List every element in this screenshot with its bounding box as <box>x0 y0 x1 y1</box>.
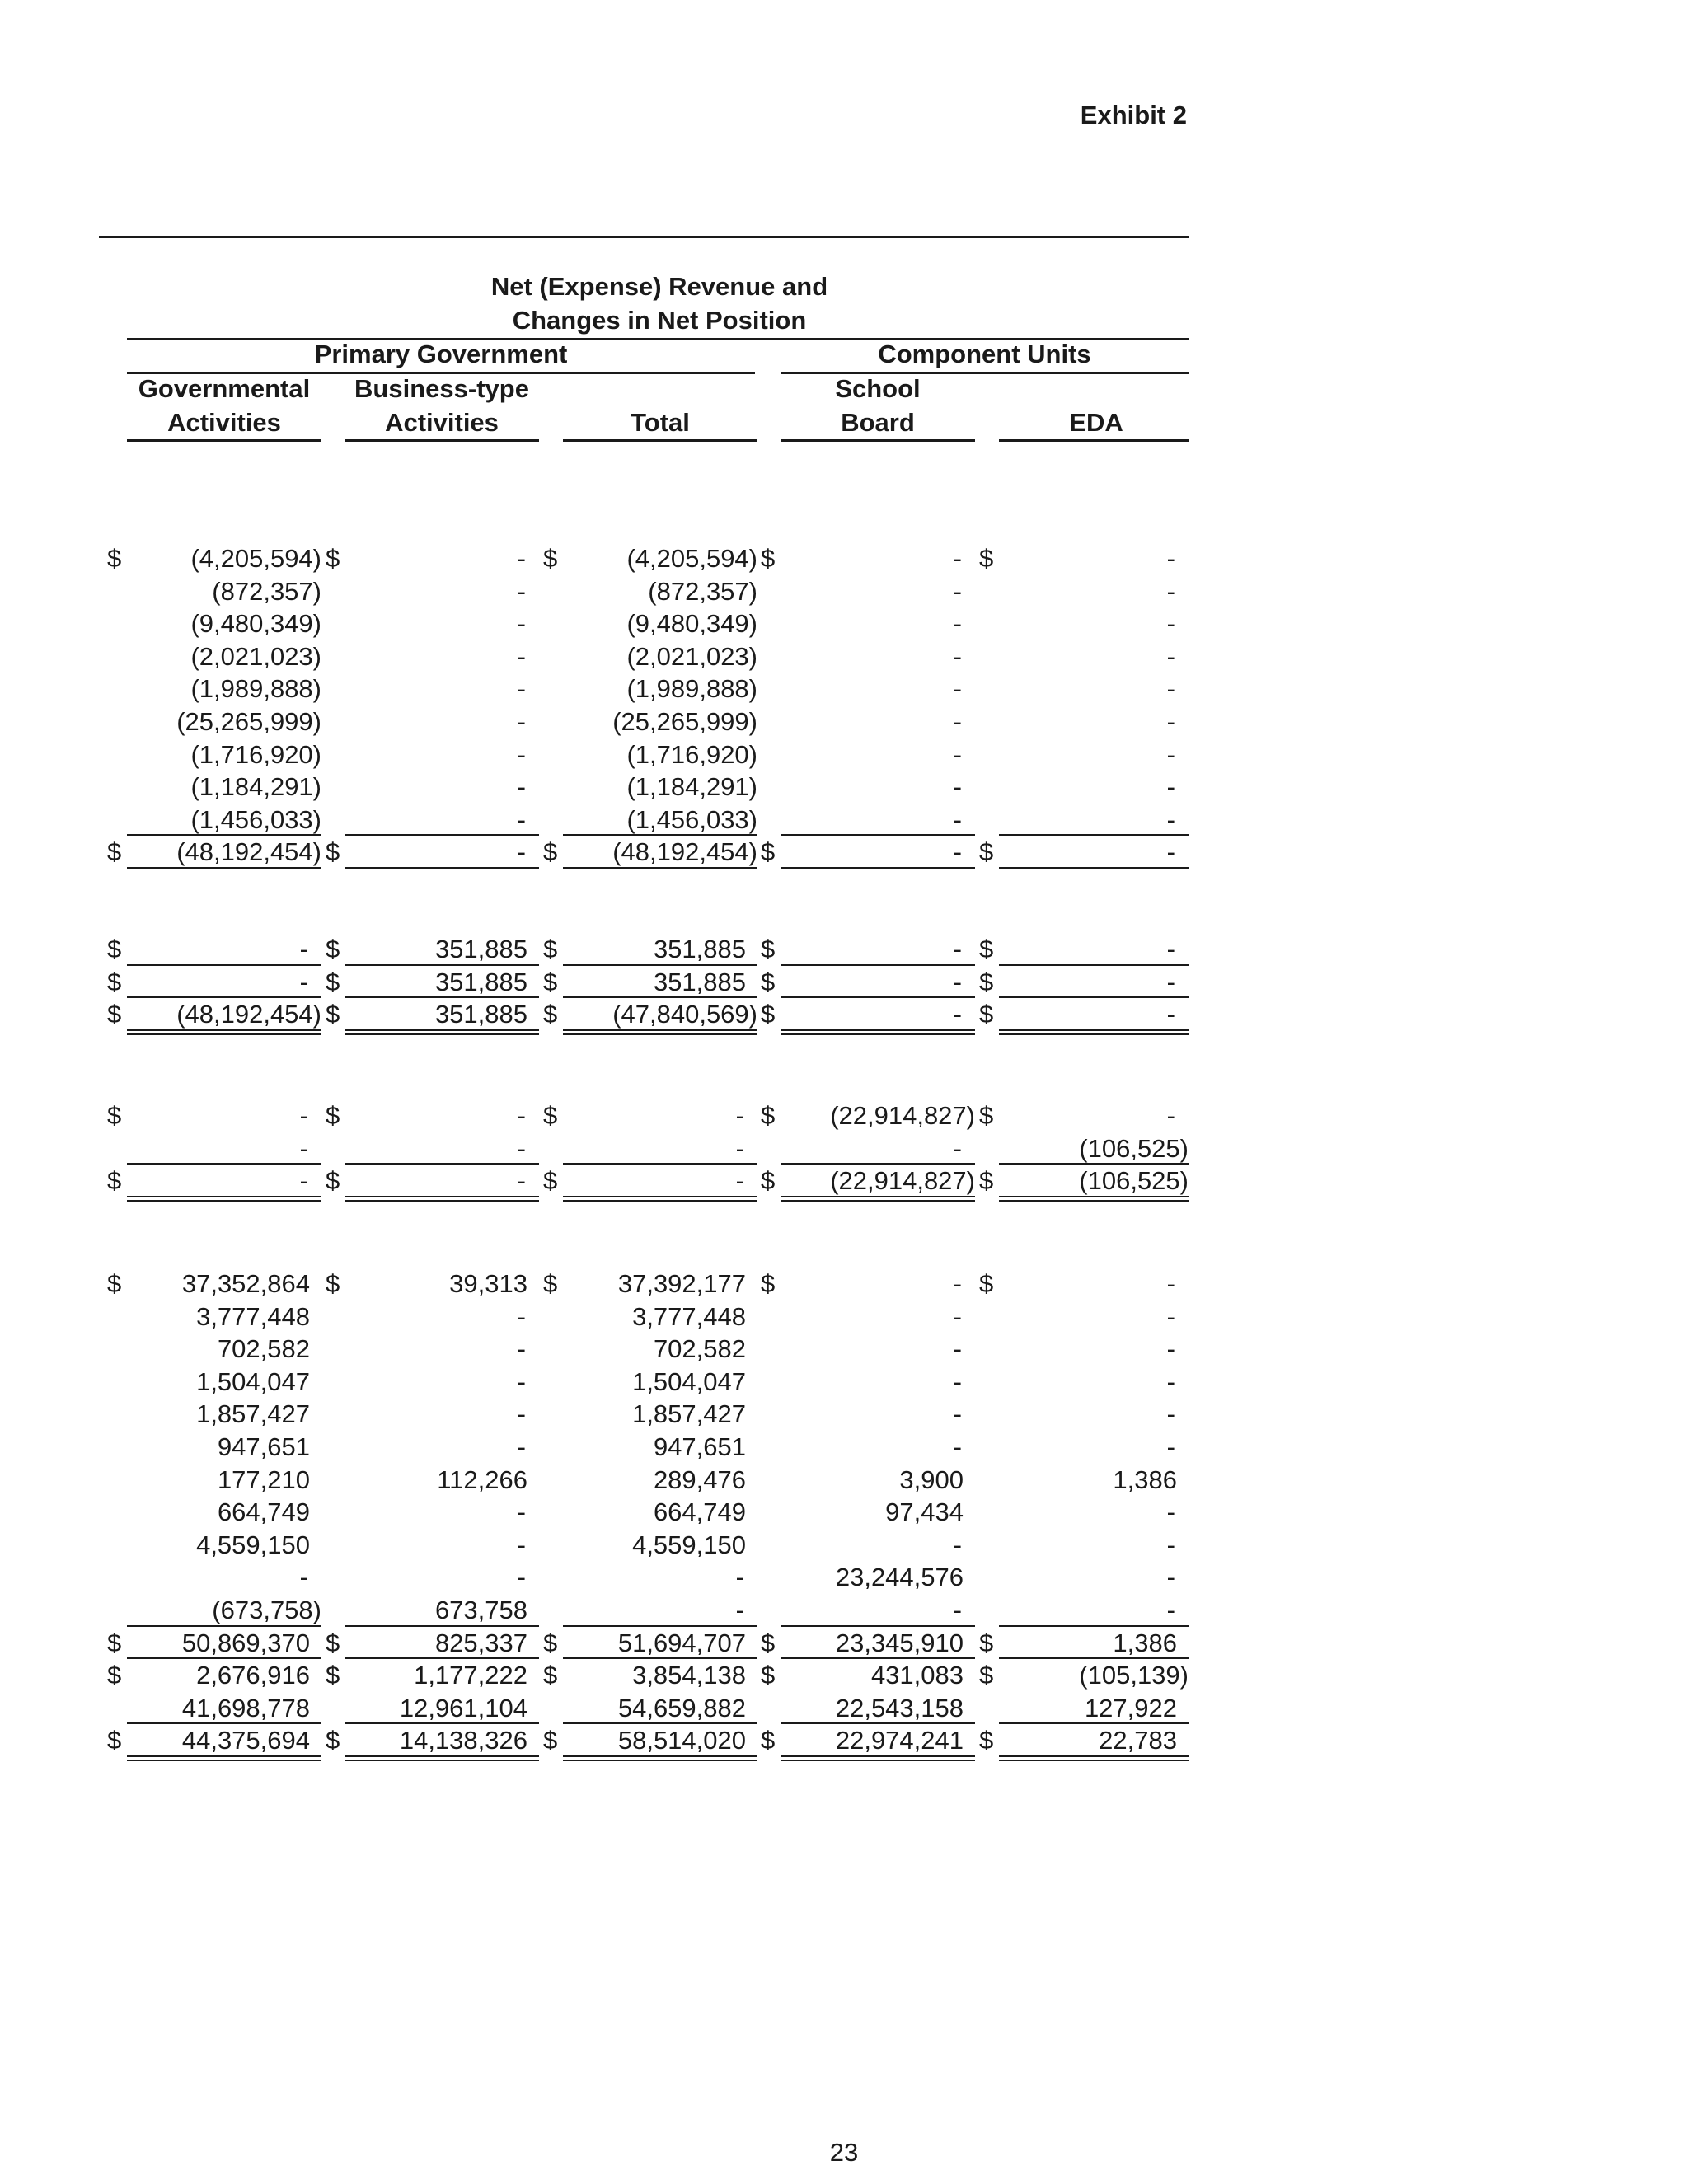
cell-governmental: (25,265,999) <box>176 707 321 736</box>
dollar-sign: $ <box>107 1101 122 1130</box>
cell-business-type: 1,177,222 <box>414 1661 528 1690</box>
double-underline <box>781 1196 975 1202</box>
cell-governmental: 3,777,448 <box>196 1301 310 1331</box>
cell-eda: - <box>1166 935 1175 963</box>
cell-eda: 127,922 <box>1084 1693 1177 1722</box>
dollar-sign: $ <box>761 544 776 573</box>
double-underline <box>127 1755 321 1761</box>
cell-governmental: 702,582 <box>217 1334 310 1364</box>
cell-school-board: - <box>953 674 962 704</box>
cell-eda: - <box>1166 1497 1175 1527</box>
cell-governmental: (1,456,033) <box>190 804 321 834</box>
cell-school-board: - <box>953 967 962 996</box>
cell-school-board: 3,900 <box>899 1465 964 1494</box>
cell-total: 947,651 <box>653 1432 746 1461</box>
cell-eda: (106,525) <box>1079 1166 1189 1196</box>
col-school-board-line2: Board <box>841 408 915 437</box>
col-business-type-line1: Business-type <box>354 374 529 403</box>
cell-school-board: - <box>953 544 962 573</box>
cell-total: 3,777,448 <box>632 1301 746 1331</box>
dollar-sign: $ <box>326 1269 340 1298</box>
page-number: 23 <box>829 2138 859 2167</box>
dollar-sign: $ <box>979 967 994 996</box>
dollar-sign: $ <box>543 1661 558 1690</box>
dollar-sign: $ <box>543 1166 558 1196</box>
cell-governmental: 1,857,427 <box>196 1399 310 1429</box>
dollar-sign: $ <box>107 1000 122 1029</box>
cell-governmental: 44,375,694 <box>181 1726 310 1755</box>
dollar-sign: $ <box>107 935 122 963</box>
col-rule-school-board <box>781 439 975 442</box>
underline <box>781 964 975 966</box>
cell-eda: - <box>1166 1366 1175 1396</box>
dollar-sign: $ <box>761 1166 776 1196</box>
cell-eda: - <box>1166 609 1175 639</box>
cell-total: - <box>735 1563 744 1592</box>
cell-governmental: 50,869,370 <box>181 1628 310 1657</box>
dollar-sign: $ <box>326 935 340 963</box>
cell-eda: (106,525) <box>1079 1133 1189 1163</box>
dollar-sign: $ <box>761 1000 776 1029</box>
cell-eda: 1,386 <box>1113 1465 1177 1494</box>
component-units-heading: Component Units <box>878 340 1091 368</box>
dollar-sign: $ <box>543 1000 558 1029</box>
cell-eda: - <box>1166 1563 1175 1592</box>
cell-business-type: - <box>517 1563 526 1592</box>
cell-school-board: - <box>953 1269 962 1298</box>
underline <box>127 1722 321 1724</box>
cell-school-board: - <box>953 1596 962 1624</box>
col-rule-business-type <box>345 439 539 442</box>
dollar-sign: $ <box>326 1166 340 1196</box>
cell-business-type: - <box>517 837 526 867</box>
dollar-sign: $ <box>979 837 994 867</box>
dollar-sign: $ <box>979 1726 994 1755</box>
cell-business-type: - <box>517 1101 526 1130</box>
double-underline <box>999 1755 1189 1761</box>
cell-business-type: 12,961,104 <box>399 1693 528 1722</box>
cell-total: (4,205,594) <box>626 544 757 573</box>
cell-school-board: 97,434 <box>885 1497 964 1527</box>
col-governmental-line2: Activities <box>167 408 281 437</box>
underline <box>999 996 1189 998</box>
cell-school-board: - <box>953 772 962 802</box>
cell-eda: - <box>1166 641 1175 671</box>
underline <box>345 867 539 869</box>
cell-eda: - <box>1166 707 1175 736</box>
col-eda-line2: EDA <box>1069 408 1123 437</box>
cell-governmental: - <box>299 1133 308 1163</box>
cell-school-board: - <box>953 1133 962 1163</box>
underline <box>345 1625 539 1627</box>
underline <box>781 867 975 869</box>
cell-eda: - <box>1166 837 1175 867</box>
cell-total: (2,021,023) <box>626 641 757 671</box>
cell-total: 58,514,020 <box>617 1726 746 1755</box>
cell-eda: - <box>1166 1101 1175 1130</box>
cell-governmental: 1,504,047 <box>196 1366 310 1396</box>
underline <box>999 1657 1189 1659</box>
header-title-line1: Net (Expense) Revenue and <box>490 272 828 301</box>
dollar-sign: $ <box>761 967 776 996</box>
double-underline <box>563 1755 757 1761</box>
cell-school-board: (22,914,827) <box>830 1101 975 1130</box>
underline <box>127 964 321 966</box>
underline <box>127 1657 321 1659</box>
cell-school-board: 431,083 <box>870 1661 964 1690</box>
double-underline <box>781 1755 975 1761</box>
dollar-sign: $ <box>543 935 558 963</box>
cell-school-board: - <box>953 707 962 736</box>
col-rule-eda <box>999 439 1189 442</box>
dollar-sign: $ <box>326 1000 340 1029</box>
underline <box>563 834 757 836</box>
cell-business-type: 825,337 <box>434 1628 528 1657</box>
cell-school-board: - <box>953 1530 962 1559</box>
cell-total: 289,476 <box>653 1465 746 1494</box>
cell-business-type: - <box>517 1334 526 1364</box>
cell-eda: 1,386 <box>1113 1628 1177 1657</box>
dollar-sign: $ <box>326 1726 340 1755</box>
cell-governmental: 2,676,916 <box>196 1661 310 1690</box>
cell-school-board: - <box>953 739 962 769</box>
cell-school-board: - <box>953 609 962 639</box>
cell-business-type: - <box>517 576 526 606</box>
header-title-line2: Changes in Net Position <box>512 306 807 335</box>
dollar-sign: $ <box>979 1166 994 1196</box>
cell-total: - <box>735 1166 744 1196</box>
cell-eda: - <box>1166 1432 1175 1461</box>
underline <box>345 1722 539 1724</box>
underline <box>999 834 1189 836</box>
exhibit-label: Exhibit 2 <box>1080 101 1187 129</box>
cell-school-board: 22,543,158 <box>835 1693 964 1722</box>
cell-total: 37,392,177 <box>617 1269 746 1298</box>
dollar-sign: $ <box>979 1000 994 1029</box>
dollar-sign: $ <box>761 1726 776 1755</box>
dollar-sign: $ <box>326 1101 340 1130</box>
double-underline <box>999 1029 1189 1035</box>
dollar-sign: $ <box>326 967 340 996</box>
cell-governmental: - <box>299 935 308 963</box>
underline <box>127 834 321 836</box>
cell-eda: (105,139) <box>1079 1661 1189 1690</box>
cell-business-type: - <box>517 772 526 802</box>
dollar-sign: $ <box>761 1628 776 1657</box>
col-school-board-line1: School <box>835 374 921 403</box>
dollar-sign: $ <box>979 1628 994 1657</box>
cell-business-type: - <box>517 804 526 834</box>
cell-total: (48,192,454) <box>612 837 757 867</box>
cell-governmental: (48,192,454) <box>176 1000 321 1029</box>
cell-governmental: (4,205,594) <box>190 544 321 573</box>
underline <box>563 1625 757 1627</box>
cell-governmental: 4,559,150 <box>196 1530 310 1559</box>
cell-school-board: (22,914,827) <box>830 1166 975 1196</box>
cell-eda: - <box>1166 1334 1175 1364</box>
cell-governmental: (2,021,023) <box>190 641 321 671</box>
cell-governmental: (9,480,349) <box>190 609 321 639</box>
cell-governmental: 177,210 <box>217 1465 310 1494</box>
cell-business-type: 14,138,326 <box>399 1726 528 1755</box>
cell-school-board: - <box>953 837 962 867</box>
dollar-sign: $ <box>326 1628 340 1657</box>
dollar-sign: $ <box>979 544 994 573</box>
dollar-sign: $ <box>107 1726 122 1755</box>
dollar-sign: $ <box>543 1628 558 1657</box>
cell-business-type: - <box>517 739 526 769</box>
dollar-sign: $ <box>107 967 122 996</box>
cell-governmental: - <box>299 1101 308 1130</box>
cell-governmental: 37,352,864 <box>181 1269 310 1298</box>
cell-total: - <box>735 1596 744 1624</box>
underline <box>999 964 1189 966</box>
dollar-sign: $ <box>107 544 122 573</box>
dollar-sign: $ <box>107 1628 122 1657</box>
cell-school-board: 22,974,241 <box>835 1726 964 1755</box>
underline <box>345 964 539 966</box>
col-rule-governmental <box>127 439 321 442</box>
double-underline <box>127 1029 321 1035</box>
cell-total: 351,885 <box>653 935 746 963</box>
col-governmental-line1: Governmental <box>138 374 311 403</box>
cell-eda: - <box>1166 674 1175 704</box>
dollar-sign: $ <box>107 1661 122 1690</box>
cell-total: 4,559,150 <box>632 1530 746 1559</box>
cell-business-type: - <box>517 1530 526 1559</box>
dollar-sign: $ <box>107 837 122 867</box>
underline <box>563 1657 757 1659</box>
top-rule <box>99 236 1189 238</box>
cell-business-type: - <box>517 544 526 573</box>
dollar-sign: $ <box>326 1661 340 1690</box>
dollar-sign: $ <box>326 544 340 573</box>
cell-governmental: 41,698,778 <box>181 1693 310 1722</box>
dollar-sign: $ <box>543 1269 558 1298</box>
cell-business-type: - <box>517 1301 526 1331</box>
cell-business-type: - <box>517 1166 526 1196</box>
cell-governmental: (1,716,920) <box>190 739 321 769</box>
dollar-sign: $ <box>543 837 558 867</box>
double-underline <box>345 1029 539 1035</box>
dollar-sign: $ <box>761 1661 776 1690</box>
dollar-sign: $ <box>326 837 340 867</box>
cell-business-type: - <box>517 641 526 671</box>
cell-business-type: 351,885 <box>434 1000 528 1029</box>
double-underline <box>563 1196 757 1202</box>
underline <box>781 996 975 998</box>
dollar-sign: $ <box>761 837 776 867</box>
cell-total: 702,582 <box>653 1334 746 1364</box>
cell-school-board: - <box>953 576 962 606</box>
dollar-sign: $ <box>979 1269 994 1298</box>
cell-total: (872,357) <box>648 576 757 606</box>
underline <box>563 964 757 966</box>
cell-business-type: 351,885 <box>434 935 528 963</box>
dollar-sign: $ <box>979 935 994 963</box>
cell-governmental: 664,749 <box>217 1497 310 1527</box>
cell-total: (1,989,888) <box>626 674 757 704</box>
cell-total: 1,857,427 <box>632 1399 746 1429</box>
cell-business-type: - <box>517 707 526 736</box>
double-underline <box>345 1755 539 1761</box>
cell-business-type: 351,885 <box>434 967 528 996</box>
cell-business-type: - <box>517 674 526 704</box>
cell-total: 1,504,047 <box>632 1366 746 1396</box>
cell-total: (1,716,920) <box>626 739 757 769</box>
underline <box>563 1722 757 1724</box>
dollar-sign: $ <box>761 1101 776 1130</box>
cell-eda: 22,783 <box>1099 1726 1177 1755</box>
cell-total: (1,184,291) <box>626 772 757 802</box>
dollar-sign: $ <box>761 935 776 963</box>
cell-business-type: 39,313 <box>449 1269 528 1298</box>
underline <box>345 834 539 836</box>
underline <box>127 1625 321 1627</box>
underline <box>345 1163 539 1165</box>
dollar-sign: $ <box>543 544 558 573</box>
cell-governmental: (872,357) <box>212 576 321 606</box>
cell-school-board: - <box>953 641 962 671</box>
double-underline <box>999 1196 1189 1202</box>
underline <box>999 1722 1189 1724</box>
underline <box>127 996 321 998</box>
cell-governmental: (1,184,291) <box>190 772 321 802</box>
cell-governmental: (48,192,454) <box>176 837 321 867</box>
cell-total: (47,840,569) <box>612 1000 757 1029</box>
cell-governmental: - <box>299 1563 308 1592</box>
cell-business-type: - <box>517 1399 526 1429</box>
dollar-sign: $ <box>979 1101 994 1130</box>
cell-business-type: - <box>517 1366 526 1396</box>
dollar-sign: $ <box>107 1269 122 1298</box>
cell-governmental: (673,758) <box>212 1596 321 1624</box>
cell-eda: - <box>1166 1530 1175 1559</box>
cell-total: (25,265,999) <box>612 707 757 736</box>
underline <box>563 996 757 998</box>
cell-governmental: - <box>299 1166 308 1196</box>
cell-school-board: - <box>953 1399 962 1429</box>
underline <box>781 834 975 836</box>
cell-total: - <box>735 1101 744 1130</box>
underline <box>127 867 321 869</box>
cell-eda: - <box>1166 739 1175 769</box>
cell-eda: - <box>1166 967 1175 996</box>
underline <box>781 1625 975 1627</box>
cell-eda: - <box>1166 1596 1175 1624</box>
primary-government-heading: Primary Government <box>314 340 568 368</box>
dollar-sign: $ <box>761 1269 776 1298</box>
cell-school-board: - <box>953 1334 962 1364</box>
cell-total: - <box>735 1133 744 1163</box>
dollar-sign: $ <box>979 1661 994 1690</box>
cell-business-type: - <box>517 1432 526 1461</box>
underline <box>999 867 1189 869</box>
cell-total: (1,456,033) <box>626 804 757 834</box>
cell-eda: - <box>1166 1399 1175 1429</box>
underline <box>781 1657 975 1659</box>
cell-school-board: 23,345,910 <box>835 1628 964 1657</box>
dollar-sign: $ <box>543 1726 558 1755</box>
double-underline <box>127 1196 321 1202</box>
cell-total: 351,885 <box>653 967 746 996</box>
underline <box>345 996 539 998</box>
dollar-sign: $ <box>543 1101 558 1130</box>
cell-eda: - <box>1166 576 1175 606</box>
underline <box>563 1163 757 1165</box>
cell-business-type: 673,758 <box>434 1596 528 1624</box>
cell-eda: - <box>1166 772 1175 802</box>
cell-school-board: - <box>953 804 962 834</box>
dollar-sign: $ <box>107 1166 122 1196</box>
col-rule-total <box>563 439 757 442</box>
double-underline <box>563 1029 757 1035</box>
cell-school-board: - <box>953 1301 962 1331</box>
cell-school-board: - <box>953 1000 962 1029</box>
double-underline <box>345 1196 539 1202</box>
cell-business-type: - <box>517 609 526 639</box>
col-total-line2: Total <box>631 408 690 437</box>
underline <box>999 1163 1189 1165</box>
cell-total: 51,694,707 <box>617 1628 746 1657</box>
underline <box>781 1722 975 1724</box>
cell-total: 54,659,882 <box>617 1693 746 1722</box>
cell-business-type: - <box>517 1133 526 1163</box>
cell-eda: - <box>1166 1301 1175 1331</box>
cell-eda: - <box>1166 1000 1175 1029</box>
underline <box>127 1163 321 1165</box>
underline <box>999 1625 1189 1627</box>
cell-eda: - <box>1166 1269 1175 1298</box>
cell-governmental: - <box>299 967 308 996</box>
cell-total: (9,480,349) <box>626 609 757 639</box>
cell-eda: - <box>1166 804 1175 834</box>
cell-total: 664,749 <box>653 1497 746 1527</box>
cell-business-type: - <box>517 1497 526 1527</box>
col-business-type-line2: Activities <box>385 408 499 437</box>
cell-governmental: (1,989,888) <box>190 674 321 704</box>
underline <box>781 1163 975 1165</box>
cell-eda: - <box>1166 544 1175 573</box>
cell-governmental: 947,651 <box>217 1432 310 1461</box>
underline <box>563 867 757 869</box>
cell-school-board: - <box>953 1432 962 1461</box>
cell-total: 3,854,138 <box>632 1661 746 1690</box>
cell-school-board: - <box>953 935 962 963</box>
underline <box>345 1657 539 1659</box>
dollar-sign: $ <box>543 967 558 996</box>
double-underline <box>781 1029 975 1035</box>
cell-school-board: - <box>953 1366 962 1396</box>
cell-business-type: 112,266 <box>437 1465 528 1494</box>
cell-school-board: 23,244,576 <box>835 1563 964 1592</box>
